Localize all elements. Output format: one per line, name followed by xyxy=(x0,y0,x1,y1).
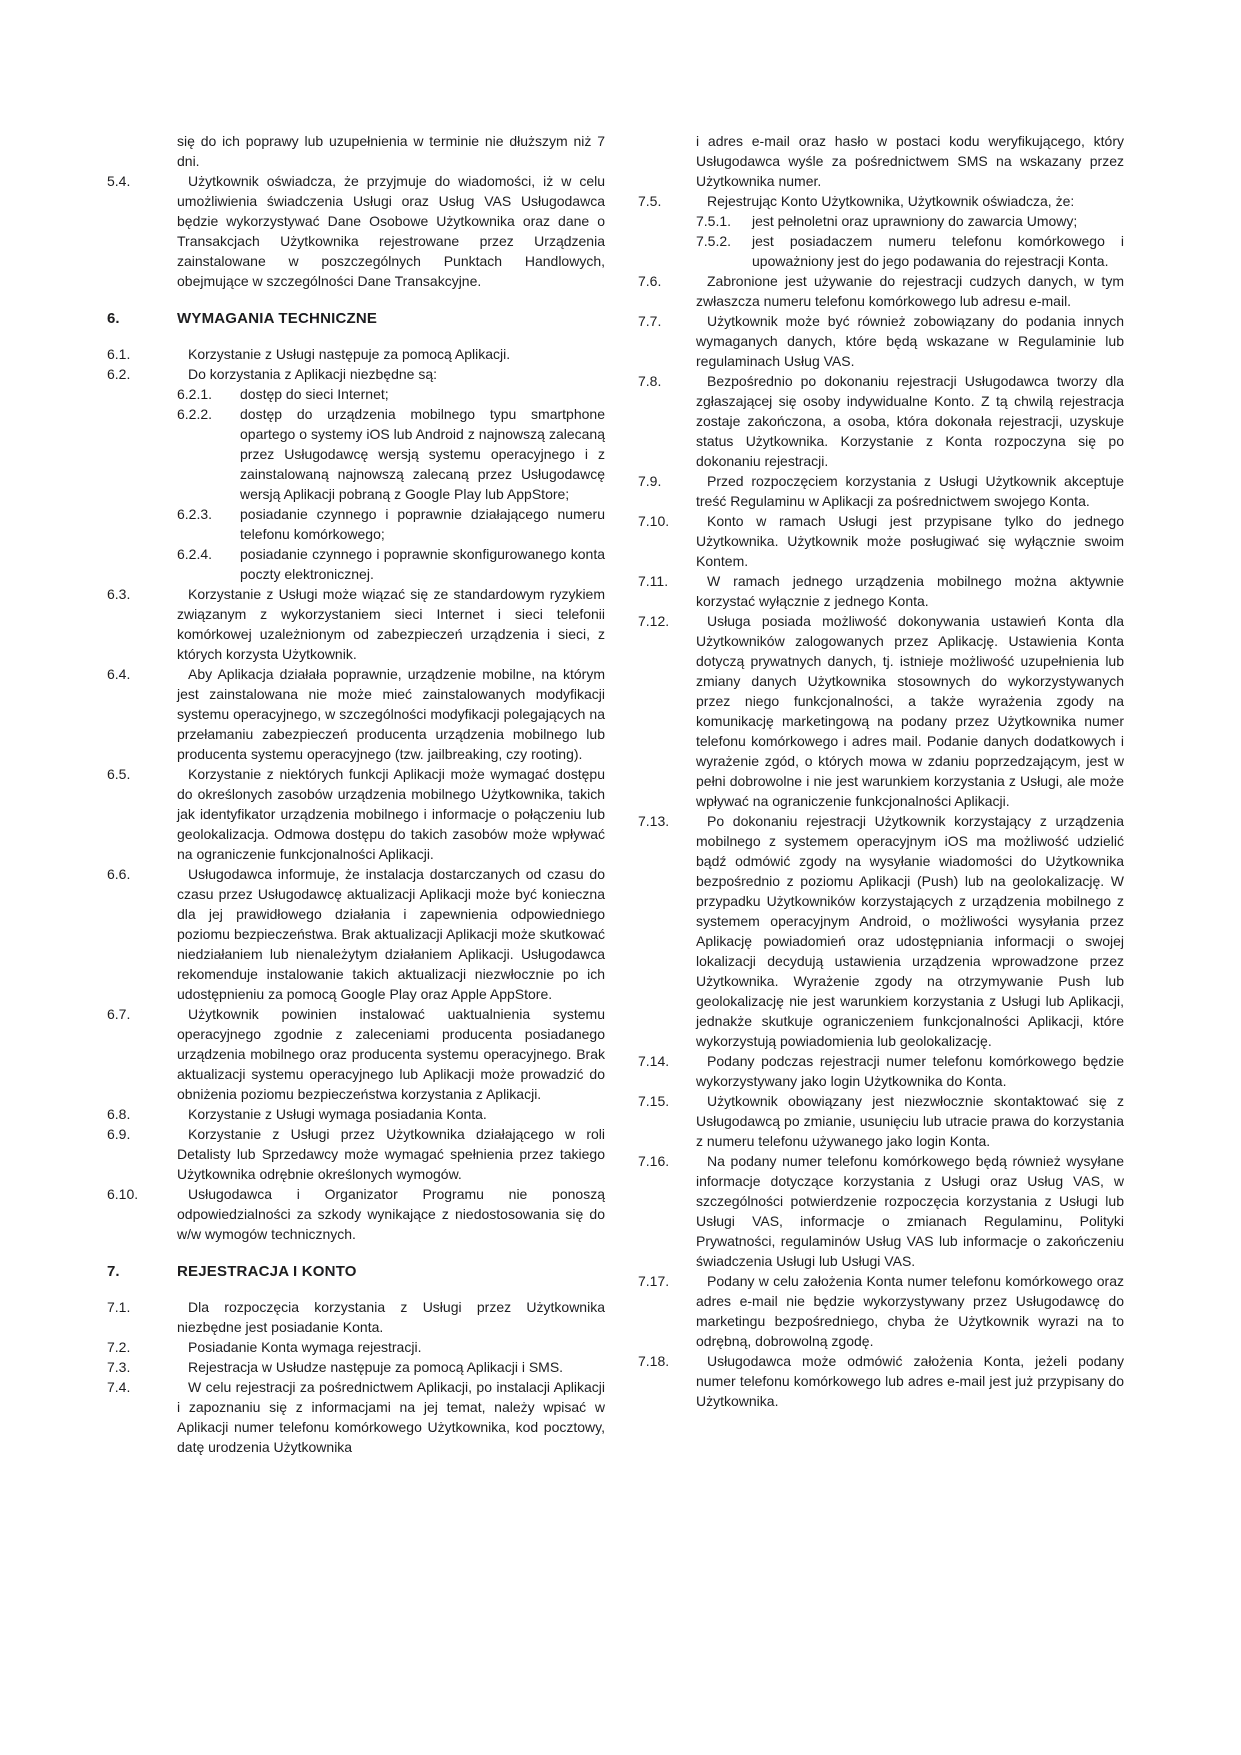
item-number: 6.10. xyxy=(107,1186,139,1202)
item-text: Użytkownik może być również zobowiązany do podania innych wymaganych danych, które będą wskazane w Regulaminie lub regulaminach Usług VAS. xyxy=(696,313,1124,369)
list-item xyxy=(638,1151,1124,1271)
item-text: i adres e-mail oraz hasło w postaci kodu weryfikującego, który Usługodawca wyśle za pośrednictwem SMS na wskazany przez Użytkownika numer. xyxy=(696,133,1124,189)
item-number: 6.2.3. xyxy=(177,506,213,522)
item-number: 6.8. xyxy=(107,1106,131,1122)
item-number: 7.15. xyxy=(638,1093,670,1109)
list-item xyxy=(107,764,605,864)
item-number: 7.14. xyxy=(638,1053,670,1069)
item-text: jest posiadaczem numeru telefonu komórkowego i upoważniony jest do jego podawania do rejestracji Konta. xyxy=(752,233,1124,269)
list-item xyxy=(107,171,605,291)
item-number: 6.7. xyxy=(107,1006,131,1022)
item-text: Rejestrując Konto Użytkownika, Użytkownik oświadcza, że: xyxy=(707,193,1075,209)
item-text: W ramach jednego urządzenia mobilnego można aktywnie korzystać wyłącznie z jednego Konta. xyxy=(696,573,1124,609)
item-text: dostęp do urządzenia mobilnego typu smartphone opartego o systemy iOS lub Android z najnowszą zalecaną przez Usługodawcę wersją systemu operacyjnego i z zainstalowaną najnowszą zalecaną przez Usługodawcę wersją Aplikacji pobraną z Google Play lub AppStore; xyxy=(240,406,605,502)
list-item xyxy=(638,471,1124,511)
item-text: Posiadanie Konta wymaga rejestracji. xyxy=(188,1339,422,1355)
list-item xyxy=(107,584,605,664)
list-item xyxy=(107,1184,605,1244)
list-item xyxy=(638,811,1124,1051)
item-text: Dla rozpoczęcia korzystania z Usługi przez Użytkownika niezbędne jest posiadanie Konta. xyxy=(177,1299,605,1335)
item-text: Użytkownik oświadcza, że przyjmuje do wiadomości, iż w celu umożliwienia świadczenia Usługi oraz Usług VAS Usługodawca będzie wykorzystywać Dane Osobowe Użytkownika oraz dane o Transakcjach Użytkownika rejestrowane przez Urządzenia zainstalowane w poszczególnych Punktach Handlowych, obejmujące w szczególności Dane Transakcyjne. xyxy=(177,173,605,289)
list-item xyxy=(107,1357,605,1377)
item-text: Zabronione jest używanie do rejestracji cudzych danych, w tym zwłaszcza numeru telefonu komórkowego lub adresu e-mail. xyxy=(696,273,1124,309)
item-text: jest pełnoletni oraz uprawniony do zawarcia Umowy; xyxy=(752,213,1078,229)
item-number: 7.5.2. xyxy=(696,233,732,249)
list-subitem xyxy=(638,231,1124,271)
item-text: Usługodawca i Organizator Programu nie ponoszą odpowiedzialności za szkody wynikające z niedostosowania się do w/w wymogów technicznych. xyxy=(177,1186,605,1242)
item-number: 7.5.1. xyxy=(696,213,732,229)
item-number: 6.2. xyxy=(107,366,131,382)
list-item xyxy=(638,1351,1124,1411)
list-item xyxy=(638,131,1124,191)
item-number: 7.1. xyxy=(107,1299,131,1315)
list-item xyxy=(107,131,605,171)
item-number: 7.5. xyxy=(638,193,662,209)
list-item xyxy=(107,364,605,384)
item-number: 7.16. xyxy=(638,1153,670,1169)
item-number: 7.3. xyxy=(107,1359,131,1375)
item-number: 7.10. xyxy=(638,513,670,529)
right-column xyxy=(638,131,1124,1411)
item-text: W celu rejestracji za pośrednictwem Aplikacji, po instalacji Aplikacji i zapoznaniu się z informacjami na jej temat, należy wpisać w Aplikacji numer telefonu komórkowego Użytkownika, kod pocztowy, datę urodzenia Użytkownika xyxy=(177,1379,605,1455)
item-text: Po dokonaniu rejestracji Użytkownik korzystający z urządzenia mobilnego z systemem operacyjnym iOS ma możliwość udzielić bądź odmówić zgody na wysyłanie wiadomości do Użytkownika bezpośrednio z poziomu Aplikacji (Push) lub na geolokalizację. W przypadku Użytkowników korzystających z urządzenia mobilnego z systemem operacyjnym Android, o możliwości wysyłania przez Aplikację powiadomień oraz udostępniania informacji o swojej lokalizacji decydują ustawienia urządzenia wprowadzone przez Użytkownika. Wyrażenie zgody na otrzymywanie Push lub geolokalizację nie jest warunkiem korzystania z Usługi lub Aplikacji, jednakże skutkuje ograniczeniem funkcjonalności Aplikacji, które wykorzystują powiadomienia lub geolokalizację. xyxy=(696,813,1124,1049)
item-text: Aby Aplikacja działała poprawnie, urządzenie mobilne, na którym jest zainstalowana nie może mieć zainstalowanych modyfikacji systemu operacyjnego, w szczególności modyfikacji polegających na przełamaniu zabezpieczeń producenta urządzenia mobilnego lub producenta systemu operacyjnego (tzw. jailbreaking, czy rooting). xyxy=(177,666,605,762)
list-item xyxy=(107,1104,605,1124)
section-heading xyxy=(107,1262,605,1282)
list-item xyxy=(638,1091,1124,1151)
list-subitem xyxy=(107,504,605,544)
item-text: Użytkownik obowiązany jest niezwłocznie skontaktować się z Usługodawcą po zmianie, usunięciu lub utracie prawa do korzystania z numeru telefonu używanego jako login Konta. xyxy=(696,1093,1124,1149)
list-subitem xyxy=(107,544,605,584)
list-item xyxy=(107,1337,605,1357)
list-item xyxy=(107,1297,605,1337)
item-number: 6.6. xyxy=(107,866,131,882)
item-text: Użytkownik powinien instalować uaktualnienia systemu operacyjnego zgodnie z zaleceniami producenta posiadanego urządzenia mobilnego oraz producenta systemu operacyjnego. Brak aktualizacji systemu operacyjnego lub Aplikacji może prowadzić do obniżenia poziomu bezpieczeństwa korzystania z Aplikacji. xyxy=(177,1006,605,1102)
item-text: Podany podczas rejestracji numer telefonu komórkowego będzie wykorzystywany jako login Użytkownika do Konta. xyxy=(696,1053,1124,1089)
item-text: Przed rozpoczęciem korzystania z Usługi Użytkownik akceptuje treść Regulaminu w Aplikacji za pośrednictwem swojego Konta. xyxy=(696,473,1124,509)
item-text: Korzystanie z Usługi może wiązać się ze standardowym ryzykiem związanym z wykorzystaniem sieci Internet i sieci telefonii komórkowej uzależnionym od zabezpieczeń urządzenia i sieci, z których korzysta Użytkownik. xyxy=(177,586,605,662)
list-item xyxy=(107,1004,605,1104)
item-number: 6.2.1. xyxy=(177,386,213,402)
item-text: Podany w celu założenia Konta numer telefonu komórkowego oraz adres e-mail nie będzie wykorzystywany przez Usługodawcę do marketingu bezpośredniego, chyba że Użytkownik wyrazi na to odrębną, dobrowolną zgodę. xyxy=(696,1273,1124,1349)
item-text: Usługodawca może odmówić założenia Konta, jeżeli podany numer telefonu komórkowego lub adres e-mail jest już przypisany do Użytkownika. xyxy=(696,1353,1124,1409)
item-number: 7.17. xyxy=(638,1273,670,1289)
section-heading xyxy=(107,309,605,329)
item-text: posiadanie czynnego i poprawnie działającego numeru telefonu komórkowego; xyxy=(240,506,605,542)
item-text: Korzystanie z Usługi przez Użytkownika działającego w roli Detalisty lub Sprzedawcy może wymagać spełnienia przez takiego Użytkownika odrębnie określonych wymogów. xyxy=(177,1126,605,1182)
list-subitem xyxy=(107,404,605,504)
item-text: Usługa posiada możliwość dokonywania ustawień Konta dla Użytkowników zalogowanych przez Aplikację. Ustawienia Konta dotyczą prywatnych danych, tj. istnieje możliwość uzupełnienia lub zmiany danych Użytkownika stosownych do wykorzystywanych przez niego funkcjonalności, a także wyrażenia zgody na komunikację marketingową na podany przez Użytkownika numer telefonu komórkowego i adres mail. Podanie danych dodatkowych i wyrażenie zgód, o których mowa w zdaniu poprzedzającym, jest w pełni dobrowolne i nie jest warunkiem korzystania z Usługi, ale może wpływać na ograniczenie funkcjonalności Aplikacji. xyxy=(696,613,1124,809)
list-item xyxy=(638,311,1124,371)
item-number: 7.6. xyxy=(638,273,662,289)
list-item xyxy=(107,1124,605,1184)
item-number: 7.12. xyxy=(638,613,670,629)
list-item xyxy=(638,371,1124,471)
list-subitem xyxy=(638,211,1124,231)
item-number: 7.11. xyxy=(638,573,669,589)
list-item xyxy=(107,1377,605,1457)
item-number: 6.5. xyxy=(107,766,131,782)
item-text: Bezpośrednio po dokonaniu rejestracji Usługodawca tworzy dla zgłaszającej się osoby indywidualne Konto. Z tą chwilą rejestracja zostaje zakończona, a osoba, która dokonała rejestracji, uzyskuje status Użytkownika. Korzystanie z Konta rozpoczyna się po dokonaniu rejestracji. xyxy=(696,373,1124,469)
list-item xyxy=(107,864,605,1004)
item-number: 7.18. xyxy=(638,1353,670,1369)
item-text: Korzystanie z Usługi następuje za pomocą Aplikacji. xyxy=(188,346,511,362)
list-item xyxy=(638,1271,1124,1351)
section-title: REJESTRACJA I KONTO xyxy=(177,1263,357,1280)
item-text: Do korzystania z Aplikacji niezbędne są: xyxy=(188,366,438,382)
item-text: Korzystanie z Usługi wymaga posiadania Konta. xyxy=(188,1106,487,1122)
item-text: Konto w ramach Usługi jest przypisane tylko do jednego Użytkownika. Użytkownik może posługiwać się wyłącznie swoim Kontem. xyxy=(696,513,1124,569)
item-number: 7.9. xyxy=(638,473,662,489)
item-number: 6.4. xyxy=(107,666,131,682)
list-item xyxy=(638,571,1124,611)
list-item xyxy=(107,664,605,764)
item-number: 6.3. xyxy=(107,586,131,602)
item-text: posiadanie czynnego i poprawnie skonfigurowanego konta poczty elektronicznej. xyxy=(240,546,605,582)
item-number: 7.2. xyxy=(107,1339,131,1355)
left-column xyxy=(107,131,605,1457)
item-number: 6.2.4. xyxy=(177,546,213,562)
section-number: 6. xyxy=(107,310,120,327)
item-text: się do ich poprawy lub uzupełnienia w terminie nie dłuższym niż 7 dni. xyxy=(177,133,605,169)
list-item xyxy=(638,511,1124,571)
item-text: dostęp do sieci Internet; xyxy=(240,386,389,402)
section-number: 7. xyxy=(107,1263,120,1280)
list-item xyxy=(638,1051,1124,1091)
item-number: 7.7. xyxy=(638,313,662,329)
list-item xyxy=(638,191,1124,211)
item-number: 7.8. xyxy=(638,373,662,389)
item-number: 7.4. xyxy=(107,1379,131,1395)
item-text: Usługodawca informuje, że instalacja dostarczanych od czasu do czasu przez Usługodawcę aktualizacji Aplikacji może być konieczna dla jej prawidłowego działania i zapewnienia odpowiedniego poziomu bezpieczeństwa. Brak aktualizacji Aplikacji może skutkować niedziałaniem lub nienależytym działaniem Aplikacji. Usługodawca rekomenduje instalowanie takich aktualizacji niezwłocznie po ich udostępnieniu za pomocą Google Play oraz Apple AppStore. xyxy=(177,866,605,1002)
item-number: 5.4. xyxy=(107,173,131,189)
item-text: Na podany numer telefonu komórkowego będą również wysyłane informacje dotyczące korzystania z Usługi oraz Usług VAS, w szczególności potwierdzenie rozpoczęcia korzystania z Usługi lub Usługi VAS, informacje o zmianach Regulaminu, Polityki Prywatności, regulaminów Usług VAS lub informacje o zakończeniu świadczenia Usługi lub Usługi VAS. xyxy=(696,1153,1124,1269)
list-item xyxy=(638,611,1124,811)
list-item xyxy=(107,344,605,364)
item-number: 6.9. xyxy=(107,1126,131,1142)
list-item xyxy=(638,271,1124,311)
item-text: Rejestracja w Usłudze następuje za pomocą Aplikacji i SMS. xyxy=(188,1359,564,1375)
section-title: WYMAGANIA TECHNICZNE xyxy=(177,310,378,327)
list-subitem xyxy=(107,384,605,404)
item-number: 6.1. xyxy=(107,346,131,362)
item-number: 7.13. xyxy=(638,813,670,829)
item-text: Korzystanie z niektórych funkcji Aplikacji może wymagać dostępu do określonych zasobów urządzenia mobilnego Użytkownika, takich jak identyfikator urządzenia mobilnego i informacje o połączeniu lub geolokalizacja. Odmowa dostępu do takich zasobów może wpływać na ograniczenie funkcjonalności Aplikacji. xyxy=(177,766,605,862)
item-number: 6.2.2. xyxy=(177,406,213,422)
